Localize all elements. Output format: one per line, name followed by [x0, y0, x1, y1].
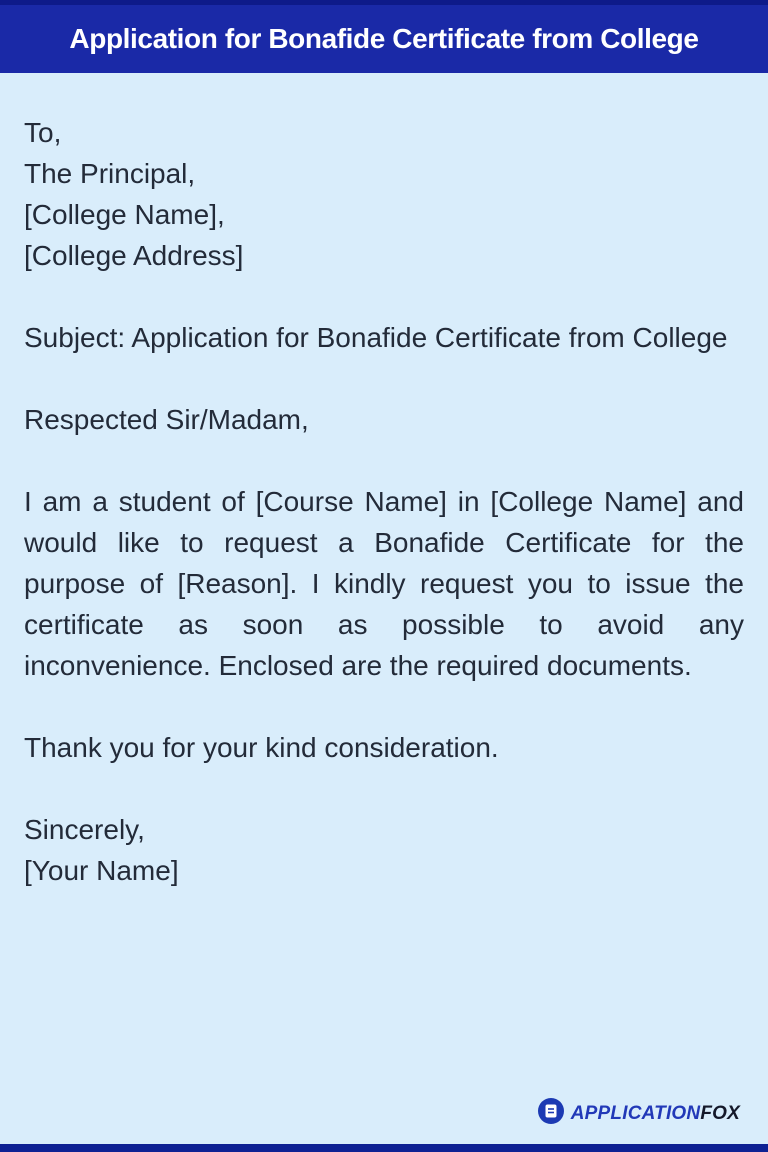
- bottom-border-bar: [0, 1144, 768, 1152]
- letter-content: [0, 73, 768, 1097]
- salutation: Respected Sir/Madam,: [24, 404, 309, 435]
- document-icon: [537, 1097, 565, 1130]
- body-paragraph: I am a student of [Course Name] in [College Name] and would like to request a Bonafide Certificate for the purpose of [Reason]. I kindly request you to issue the certificate as soon as possible to avoid any inconvenience. Enclosed are the required documents.: [24, 486, 744, 681]
- applicationfox-logo: [537, 1097, 740, 1130]
- recipient-line-principal: The Principal,: [24, 158, 196, 189]
- recipient-line-to: To,: [24, 117, 62, 148]
- title-bar: [0, 0, 768, 73]
- footer: [0, 1097, 768, 1144]
- recipient-block: [24, 112, 744, 276]
- subject-line: Subject: Application for Bonafide Certificate from College: [24, 322, 728, 353]
- brand-word-fox: FOX: [700, 1102, 740, 1124]
- signoff: Sincerely,: [24, 814, 145, 845]
- recipient-line-college-name: [College Name],: [24, 199, 225, 230]
- recipient-line-college-address: [College Address]: [24, 240, 244, 271]
- brand-word-application: APPLICATION: [570, 1102, 701, 1124]
- signature-name: [Your Name]: [24, 855, 179, 886]
- page-title: Application for Bonafide Certificate from College: [69, 23, 699, 54]
- closing-thanks: Thank you for your kind consideration.: [24, 732, 499, 763]
- brand-wordmark: [571, 1103, 740, 1125]
- signature-block: [24, 809, 744, 891]
